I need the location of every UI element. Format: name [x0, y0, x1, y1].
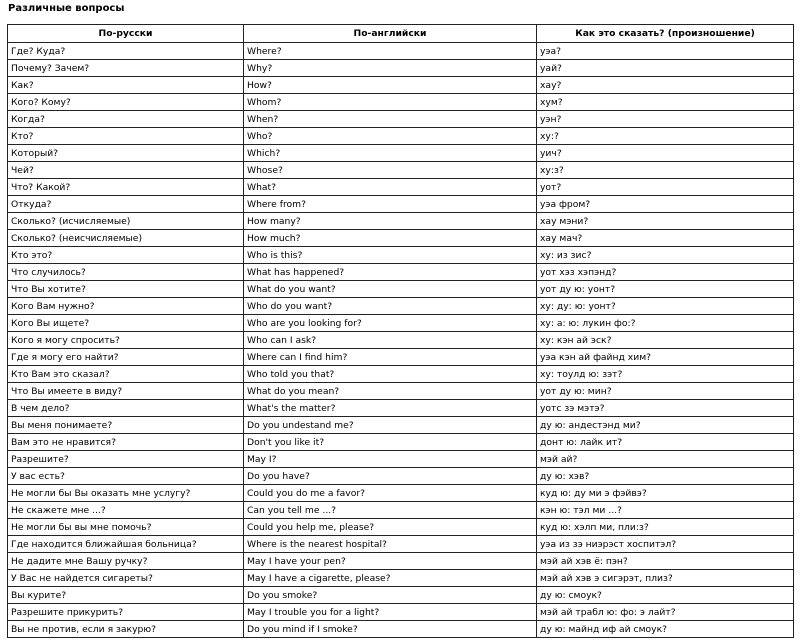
cell-pronunciation: уот хэз хэпэнд? — [537, 264, 794, 281]
cell-russian: Как? — [8, 77, 244, 94]
cell-russian: Когда? — [8, 111, 244, 128]
cell-english: When? — [244, 111, 537, 128]
cell-russian: Чей? — [8, 162, 244, 179]
cell-russian: Вы курите? — [8, 587, 244, 604]
table-row — [8, 553, 794, 570]
cell-english: Who told you that? — [244, 366, 537, 383]
cell-pronunciation: хау? — [537, 77, 794, 94]
table-row — [8, 485, 794, 502]
cell-english: Don't you like it? — [244, 434, 537, 451]
cell-english: Who do you want? — [244, 298, 537, 315]
table-row — [8, 111, 794, 128]
cell-russian: Вы не против, если я закурю? — [8, 621, 244, 638]
cell-russian: Не скажете мне ...? — [8, 502, 244, 519]
table-row — [8, 43, 794, 60]
cell-english: Whose? — [244, 162, 537, 179]
table-row — [8, 434, 794, 451]
cell-russian: Сколько? (неисчисляемые) — [8, 230, 244, 247]
cell-russian: Кто это? — [8, 247, 244, 264]
cell-russian: Откуда? — [8, 196, 244, 213]
cell-pronunciation: уэн? — [537, 111, 794, 128]
cell-english: Whom? — [244, 94, 537, 111]
cell-pronunciation: ху:з? — [537, 162, 794, 179]
cell-english: Which? — [244, 145, 537, 162]
cell-english: How much? — [244, 230, 537, 247]
cell-english: Where can I find him? — [244, 349, 537, 366]
cell-english: Where? — [244, 43, 537, 60]
table-row — [8, 196, 794, 213]
cell-english: Where is the nearest hospital? — [244, 536, 537, 553]
cell-english: What do you want? — [244, 281, 537, 298]
cell-russian: Не дадите мне Вашу ручку? — [8, 553, 244, 570]
cell-english: How many? — [244, 213, 537, 230]
cell-english: What? — [244, 179, 537, 196]
cell-english: Do you have? — [244, 468, 537, 485]
table-row — [8, 145, 794, 162]
cell-pronunciation: хау мач? — [537, 230, 794, 247]
table-row — [8, 621, 794, 638]
cell-pronunciation: уич? — [537, 145, 794, 162]
table-body — [8, 43, 794, 638]
cell-russian: Где я могу его найти? — [8, 349, 244, 366]
cell-english: Could you do me a favor? — [244, 485, 537, 502]
table-row — [8, 383, 794, 400]
table-row — [8, 468, 794, 485]
table-row — [8, 502, 794, 519]
cell-russian: Почему? Зачем? — [8, 60, 244, 77]
cell-russian: Сколько? (исчисляемые) — [8, 213, 244, 230]
table-header — [8, 25, 794, 43]
cell-english: May I? — [244, 451, 537, 468]
table-row — [8, 604, 794, 621]
cell-pronunciation: ху: кэн ай эск? — [537, 332, 794, 349]
table-row — [8, 366, 794, 383]
cell-russian: Что Вы хотите? — [8, 281, 244, 298]
cell-english: What's the matter? — [244, 400, 537, 417]
table-row — [8, 332, 794, 349]
cell-russian: Не могли бы вы мне помочь? — [8, 519, 244, 536]
cell-pronunciation: уот ду ю: мин? — [537, 383, 794, 400]
cell-english: How? — [244, 77, 537, 94]
cell-english: Could you help me, please? — [244, 519, 537, 536]
cell-english: Can you tell me ...? — [244, 502, 537, 519]
cell-pronunciation: уэа кэн ай файнд хим? — [537, 349, 794, 366]
page-title: Различные вопросы — [8, 3, 125, 14]
table-row — [8, 179, 794, 196]
cell-russian: Кого я могу спросить? — [8, 332, 244, 349]
cell-english: Who? — [244, 128, 537, 145]
table-row — [8, 519, 794, 536]
table-row — [8, 536, 794, 553]
cell-russian: Кого Вам нужно? — [8, 298, 244, 315]
table-row — [8, 587, 794, 604]
cell-pronunciation: мэй ай? — [537, 451, 794, 468]
cell-pronunciation: донт ю: лайк ит? — [537, 434, 794, 451]
cell-pronunciation: уот ду ю: уонт? — [537, 281, 794, 298]
cell-pronunciation: уэа из зэ ниэрэст хоспитэл? — [537, 536, 794, 553]
table-row — [8, 298, 794, 315]
cell-english: May I have your pen? — [244, 553, 537, 570]
cell-pronunciation: ху: ду: ю: уонт? — [537, 298, 794, 315]
header-english: По-английски — [244, 25, 537, 43]
cell-russian: Вы меня понимаете? — [8, 417, 244, 434]
cell-english: What do you mean? — [244, 383, 537, 400]
cell-russian: Разрешите прикурить? — [8, 604, 244, 621]
cell-pronunciation: ху: а: ю: лукин фо:? — [537, 315, 794, 332]
table-row — [8, 451, 794, 468]
cell-russian: Не могли бы Вы оказать мне услугу? — [8, 485, 244, 502]
header-pronunciation: Как это сказать? (произношение) — [537, 25, 794, 43]
table-row — [8, 213, 794, 230]
cell-english: Who is this? — [244, 247, 537, 264]
cell-english: May I trouble you for a light? — [244, 604, 537, 621]
cell-russian: Где? Куда? — [8, 43, 244, 60]
cell-russian: Вам это не нравится? — [8, 434, 244, 451]
header-russian: По-русски — [8, 25, 244, 43]
cell-russian: Который? — [8, 145, 244, 162]
cell-russian: Кто? — [8, 128, 244, 145]
cell-pronunciation: хум? — [537, 94, 794, 111]
cell-russian: У вас есть? — [8, 468, 244, 485]
cell-pronunciation: уэа? — [537, 43, 794, 60]
cell-english: Why? — [244, 60, 537, 77]
table-row — [8, 77, 794, 94]
cell-pronunciation: куд ю: хэлп ми, пли:з? — [537, 519, 794, 536]
cell-pronunciation: ду ю: хэв? — [537, 468, 794, 485]
cell-pronunciation: ду ю: майнд иф ай смоук? — [537, 621, 794, 638]
cell-pronunciation: мэй ай хэв э сигэрэт, плиз? — [537, 570, 794, 587]
table-row — [8, 349, 794, 366]
cell-russian: У Вас не найдется сигареты? — [8, 570, 244, 587]
cell-pronunciation: ду ю: андестэнд ми? — [537, 417, 794, 434]
cell-pronunciation: ху: из зис? — [537, 247, 794, 264]
cell-english: Do you undestand me? — [244, 417, 537, 434]
cell-russian: Что? Какой? — [8, 179, 244, 196]
table-row — [8, 94, 794, 111]
cell-english: Who are you looking for? — [244, 315, 537, 332]
cell-pronunciation: уай? — [537, 60, 794, 77]
table-row — [8, 570, 794, 587]
cell-russian: Кого? Кому? — [8, 94, 244, 111]
cell-english: Where from? — [244, 196, 537, 213]
table-row — [8, 247, 794, 264]
cell-pronunciation: уотс зэ мэтэ? — [537, 400, 794, 417]
cell-pronunciation: мэй ай трабл ю: фо: э лайт? — [537, 604, 794, 621]
cell-russian: Где находится ближайшая больница? — [8, 536, 244, 553]
cell-pronunciation: уот? — [537, 179, 794, 196]
cell-pronunciation: ду ю: смоук? — [537, 587, 794, 604]
cell-english: Who can I ask? — [244, 332, 537, 349]
table-row — [8, 60, 794, 77]
table-row — [8, 417, 794, 434]
table-row — [8, 281, 794, 298]
phrase-table — [7, 24, 794, 638]
cell-english: May I have a cigarette, please? — [244, 570, 537, 587]
cell-english: What has happened? — [244, 264, 537, 281]
cell-pronunciation: кэн ю: тэл ми ...? — [537, 502, 794, 519]
header-row — [8, 25, 794, 43]
cell-pronunciation: куд ю: ду ми э фэйвэ? — [537, 485, 794, 502]
table-row — [8, 128, 794, 145]
cell-russian: Кто Вам это сказал? — [8, 366, 244, 383]
table-row — [8, 264, 794, 281]
table-row — [8, 162, 794, 179]
cell-pronunciation: ху: тоулд ю: зэт? — [537, 366, 794, 383]
cell-russian: Что Вы имеете в виду? — [8, 383, 244, 400]
cell-english: Do you mind if I smoke? — [244, 621, 537, 638]
cell-russian: Что случилось? — [8, 264, 244, 281]
cell-russian: Кого Вы ищете? — [8, 315, 244, 332]
table-row — [8, 400, 794, 417]
cell-english: Do you smoke? — [244, 587, 537, 604]
cell-pronunciation: ху:? — [537, 128, 794, 145]
cell-pronunciation: уэа фром? — [537, 196, 794, 213]
table-row — [8, 230, 794, 247]
cell-russian: Разрешите? — [8, 451, 244, 468]
cell-russian: В чем дело? — [8, 400, 244, 417]
table-row — [8, 315, 794, 332]
cell-pronunciation: мэй ай хэв ё: пэн? — [537, 553, 794, 570]
cell-pronunciation: хау мэни? — [537, 213, 794, 230]
